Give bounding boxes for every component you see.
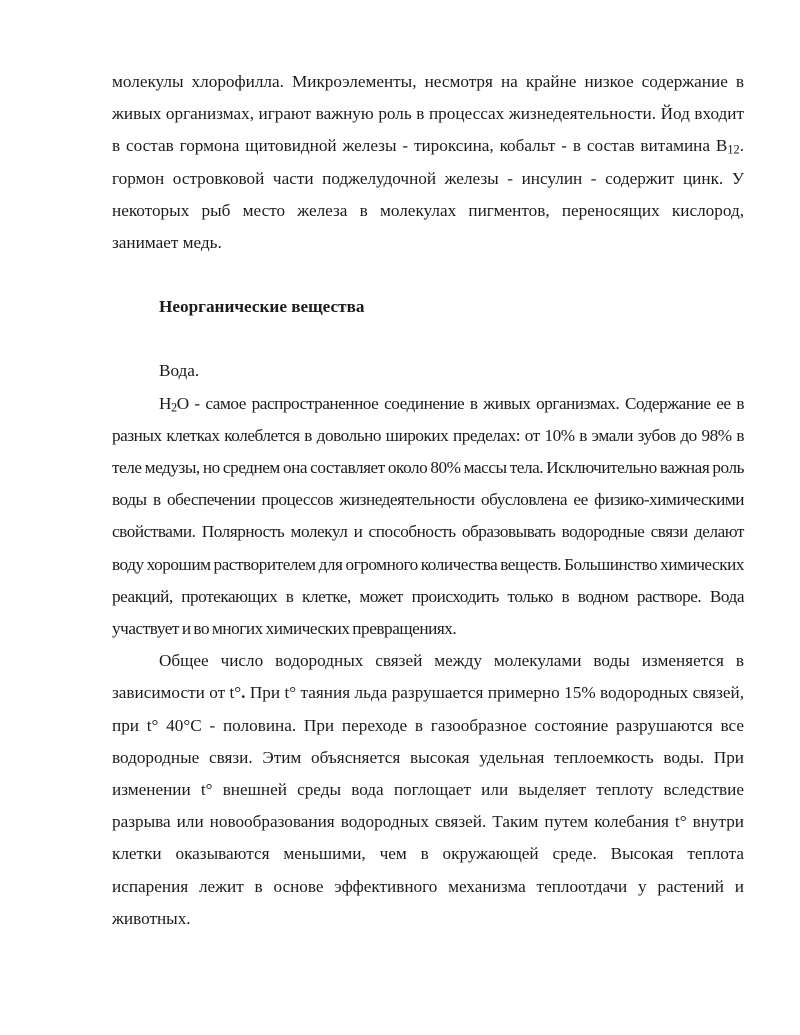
paragraph-water xyxy=(112,388,744,646)
paragraph-microelements-text-b: . гормон островковой части поджелудочной железы - инсулин - содержит цинк. У некоторых рыб место железа в молекулах пигментов, переносящих кислород, занимает медь. xyxy=(112,136,744,253)
paragraph-bonds-bold-dot: . xyxy=(241,683,246,703)
water-formula-o: O xyxy=(176,393,189,413)
vitamin-subscript: 12 xyxy=(727,142,740,157)
paragraph-microelements-text-a: молекулы хлорофилла. Микроэлементы, несмотря на крайне низкое содержание в живых организмах, играют важную роль в процессах жизнедеятельности. Йод входит в состав гормона щитовидной железы - тироксина, кобальт - в состав витамина B xyxy=(112,72,744,156)
paragraph-hydrogen-bonds xyxy=(112,645,744,935)
paragraph-bonds-text-b: При t° таяния льда разрушается примерно 15% водородных связей, при t° 40°C - половина. При переходе в газообразное состояние разрушаются все водородные связи. Этим объясняется высокая удельная теплоемкость воды. При изменении t° внешней среды вода поглощает или выделяет теплоту вследствие разрыва или новообразования водородных связей. Таким путем колебания t° внутри клетки оказываются меньшими, чем в окружающей среде. Высокая теплота испарения лежит в основе эффективного механизма теплоотдачи у растений и животных. xyxy=(112,683,744,928)
paragraph-bonds-text-a: Общее число водородных связей между молекулами воды изменяется в зависимости от t° xyxy=(112,651,744,703)
water-formula-h: H xyxy=(159,393,171,413)
document-page xyxy=(112,66,744,935)
paragraph-water-text: - самое распространенное соединение в живых организмах. Содержание ее в разных клетках колеблется в довольно широких пределах: от 10% в эмали зубов до 98% в теле медузы, но среднем она составляет около 80% массы тела. Исключительно важная роль воды в обеспечении процессов жизнедеятельности обусловлена ее физико-химическими свойствами. Полярность молекул и способность образовывать водородные связи делают воду хорошим растворителем для огромного количества веществ. Большинство химических реакций, протекающих в клетке, может происходить только в водном растворе. Вода участвует и во многих химических превращениях. xyxy=(112,393,744,639)
water-formula-subscript: 2 xyxy=(170,400,177,415)
subsection-title-water: Вода. xyxy=(159,361,200,381)
section-heading: Неорганические вещества xyxy=(159,297,365,317)
heading-spacer xyxy=(112,323,744,355)
paragraph-microelements xyxy=(112,66,744,259)
